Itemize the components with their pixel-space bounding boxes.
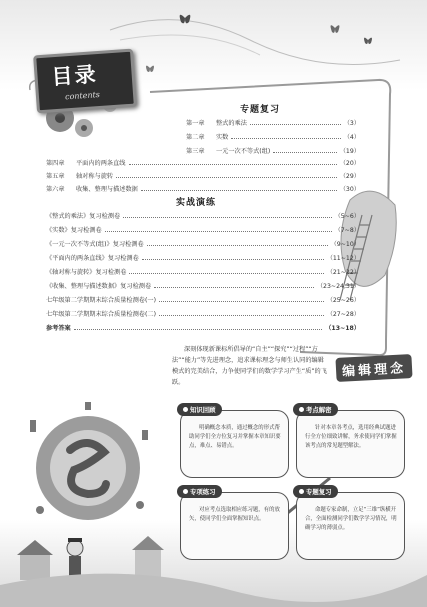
feature-card-text: 命题专家命制，立足“三维”纵横开合，全面检测同学们数学学习情况，明确学习的薄弱点。 bbox=[305, 507, 397, 531]
toc-leader bbox=[116, 177, 337, 178]
toc-page: （25~26） bbox=[326, 297, 360, 304]
toc-row-answers[interactable] bbox=[46, 322, 360, 333]
toc-row[interactable] bbox=[46, 157, 360, 168]
section-heading-practice: 实战演练 bbox=[176, 198, 217, 208]
toc-title: 七年级第二学期期末综合质量检测卷(二) bbox=[46, 311, 157, 318]
feature-card bbox=[296, 488, 405, 560]
logo-wheel bbox=[36, 416, 140, 520]
toc-chapter: 第一章 bbox=[186, 120, 205, 127]
toc-leader bbox=[154, 287, 314, 288]
feature-card bbox=[180, 488, 289, 560]
toc-leader bbox=[129, 164, 337, 165]
toc-leader bbox=[159, 315, 324, 316]
feature-card-text: 明确概念本质，通过概念的形式帮助同学们全方位复习并掌握本章知识要点，难点、易错点。 bbox=[189, 425, 281, 449]
toc-title: 实数 bbox=[216, 134, 229, 141]
toc-title: 平面内的两条直线 bbox=[76, 160, 126, 167]
toc-page: （30） bbox=[339, 186, 360, 193]
toc-chapter: 第五章 bbox=[46, 173, 65, 180]
page-subtitle: contents bbox=[64, 90, 101, 102]
toc-row[interactable] bbox=[46, 224, 360, 235]
toc-page: （27~28） bbox=[326, 311, 360, 318]
toc-row[interactable] bbox=[46, 210, 360, 221]
page-title: 目录 bbox=[50, 62, 99, 90]
toc-leader bbox=[273, 152, 336, 153]
toc-row[interactable] bbox=[46, 280, 360, 291]
toc-title: 收集、整理与描述数据 bbox=[76, 186, 138, 193]
toc-row[interactable] bbox=[46, 170, 360, 181]
toc-title: 《收集、整理与描述数据》复习检测卷 bbox=[46, 283, 152, 290]
toc-row[interactable] bbox=[46, 308, 360, 319]
bullet-icon bbox=[299, 489, 304, 494]
toc-title: 《平面内的两条直线》复习检测卷 bbox=[46, 255, 139, 262]
feature-card-tag bbox=[177, 485, 222, 498]
toc-row[interactable] bbox=[46, 183, 360, 194]
feature-card bbox=[296, 406, 405, 478]
toc-page: （4） bbox=[343, 134, 360, 141]
toc-page: （5~6） bbox=[334, 213, 360, 220]
toc-page: （7~8） bbox=[334, 227, 360, 234]
toc-title: 《轴对称与旋转》复习检测卷 bbox=[46, 269, 127, 276]
editorial-badge-label: 编辑理念 bbox=[341, 361, 407, 380]
bullet-icon bbox=[183, 489, 188, 494]
feature-card-text: 针对本章各考点，选用经典试题进行全方位细致讲解，务求使同学们掌握该考点的常见题型解法。 bbox=[305, 425, 397, 449]
feature-card-tag-label: 专题复习 bbox=[306, 488, 332, 496]
toc-leader bbox=[147, 245, 328, 246]
butterfly-icon bbox=[146, 66, 154, 72]
toc-leader bbox=[129, 273, 323, 274]
toc-page: （13~18） bbox=[325, 325, 360, 332]
bullet-icon bbox=[299, 407, 304, 412]
toc-title: 七年级第二学期期末综合质量检测卷(一) bbox=[46, 297, 157, 304]
toc-title: 《实数》复习检测卷 bbox=[46, 227, 102, 234]
feature-card-tag bbox=[293, 403, 338, 416]
title-board bbox=[33, 49, 137, 114]
section-heading-review: 专题复习 bbox=[240, 105, 281, 115]
toc-leader bbox=[141, 190, 337, 191]
butterfly-icon bbox=[331, 25, 340, 33]
feature-card-tag-label: 知识回顾 bbox=[190, 406, 216, 414]
toc-leader bbox=[159, 301, 324, 302]
toc-chapter: 第六章 bbox=[46, 186, 65, 193]
toc-page: （19） bbox=[339, 148, 360, 155]
toc-leader bbox=[231, 138, 340, 139]
swirl-line bbox=[120, 35, 260, 55]
toc-leader bbox=[105, 231, 332, 232]
feature-card-tag-label: 考点解密 bbox=[306, 406, 332, 414]
feature-card-text: 对应考点选取相应练习题，有的放矢，使同学们全面掌握知识点。 bbox=[189, 507, 280, 522]
toc-title: 《整式的乘法》复习检测卷 bbox=[46, 213, 121, 220]
bullet-icon bbox=[183, 407, 188, 412]
toc-row[interactable] bbox=[186, 131, 360, 142]
toc-page: （3） bbox=[343, 120, 360, 127]
toc-leader bbox=[250, 124, 341, 125]
toc-page: （20） bbox=[339, 160, 360, 167]
toc-row[interactable] bbox=[46, 252, 360, 263]
toc-title: 《一元一次不等式(组)》复习检测卷 bbox=[46, 241, 144, 248]
house-decoration bbox=[17, 536, 164, 580]
toc-page: （29） bbox=[339, 173, 360, 180]
toc-page: （11~12） bbox=[326, 255, 360, 262]
editorial-badge bbox=[335, 354, 412, 382]
toc-chapter: 第四章 bbox=[46, 160, 65, 167]
toc-row[interactable] bbox=[186, 145, 360, 156]
feature-card bbox=[180, 406, 289, 478]
toc-leader bbox=[123, 217, 331, 218]
toc-page: （21~22） bbox=[326, 269, 360, 276]
editorial-intro-text: 深刻体现新课标所倡导的“自主”“探究”“过程”“方法”“能力”等先进理念，追求课标理念与师生认同的编辑模式的完美结合，力争使同学们的数学学习产生“质”的飞跃。 bbox=[172, 346, 327, 386]
toc-row[interactable] bbox=[186, 117, 360, 128]
swirl-line bbox=[110, 20, 400, 65]
toc-title: 参考答案 bbox=[46, 325, 71, 332]
toc-chapter: 第二章 bbox=[186, 134, 205, 141]
toc-row[interactable] bbox=[46, 238, 360, 249]
toc-row[interactable] bbox=[46, 294, 360, 305]
butterfly-icon bbox=[364, 38, 372, 44]
feature-card-tag bbox=[293, 485, 338, 498]
toc-row[interactable] bbox=[46, 266, 360, 277]
feature-card-tag-label: 专项练习 bbox=[190, 488, 216, 496]
toc-title: 轴对称与旋转 bbox=[76, 173, 114, 180]
toc-chapter: 第三章 bbox=[186, 148, 205, 155]
hills bbox=[0, 574, 427, 607]
feature-card-tag bbox=[177, 403, 222, 416]
toc-leader bbox=[142, 259, 324, 260]
toc-page: （23~24,31） bbox=[316, 283, 360, 290]
butterfly-icon bbox=[180, 15, 191, 24]
toc-title: 整式的乘法 bbox=[216, 120, 247, 127]
toc-title: 一元一次不等式(组) bbox=[216, 148, 271, 155]
toc-page: （9~10） bbox=[330, 241, 360, 248]
toc-leader bbox=[74, 329, 322, 330]
student-figure bbox=[67, 538, 83, 578]
